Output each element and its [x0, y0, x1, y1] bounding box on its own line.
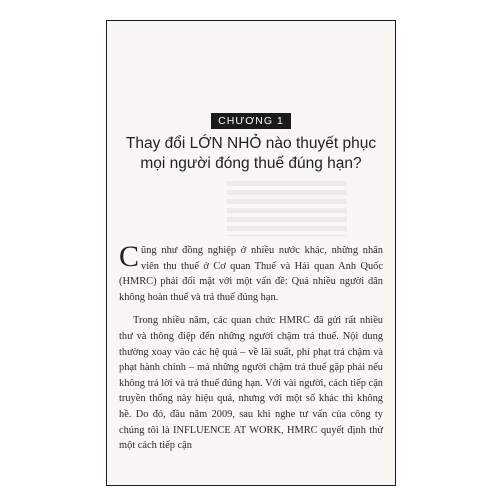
chapter-title-line-2: mọi người đóng thuế đúng hạn? — [140, 155, 362, 172]
book-page — [106, 20, 396, 486]
chapter-label-text: CHƯƠNG 1 — [211, 113, 291, 129]
chapter-title — [117, 134, 385, 174]
show-through-text — [227, 181, 347, 236]
chapter-title-line-1: Thay đổi LỚN NHỎ nào thuyết phục — [125, 135, 377, 152]
paragraph-1 — [119, 240, 383, 305]
paragraph-1-text: ũng như đồng nghiệp ở nhiều nước khác, những nhân viên thu thuế ở Cơ quan Thuế và Hải quan Anh Quốc (HMRC) phải đối mặt với một vấn đề: Quá nhiều người dân không hoàn thuế và trả thuế đúng hạn. — [119, 245, 383, 303]
paragraph-2: Trong nhiều năm, các quan chức HMRC đã gửi rất nhiều thư và thông điệp đến những người chậm trả thuế. Nội dung thường xoay vào các hệ quả – về lãi suất, phí phạt trả chậm và phạt hành chính – mà những người chậm trả thuế gặp phải nếu không trả lời và trả thuế đúng hạn. Với vài người, cách tiếp cận truyền thống này hiệu quả, nhưng với một số khác thì không hề. Do đó, đầu năm 2009, sau khi nghe tư vấn của công ty chúng tôi là INFLUENCE AT WORK, HMRC quyết định thử một cách tiếp cận — [119, 315, 383, 452]
chapter-label — [107, 111, 395, 129]
drop-cap: C — [119, 240, 140, 273]
body-text — [119, 240, 383, 454]
